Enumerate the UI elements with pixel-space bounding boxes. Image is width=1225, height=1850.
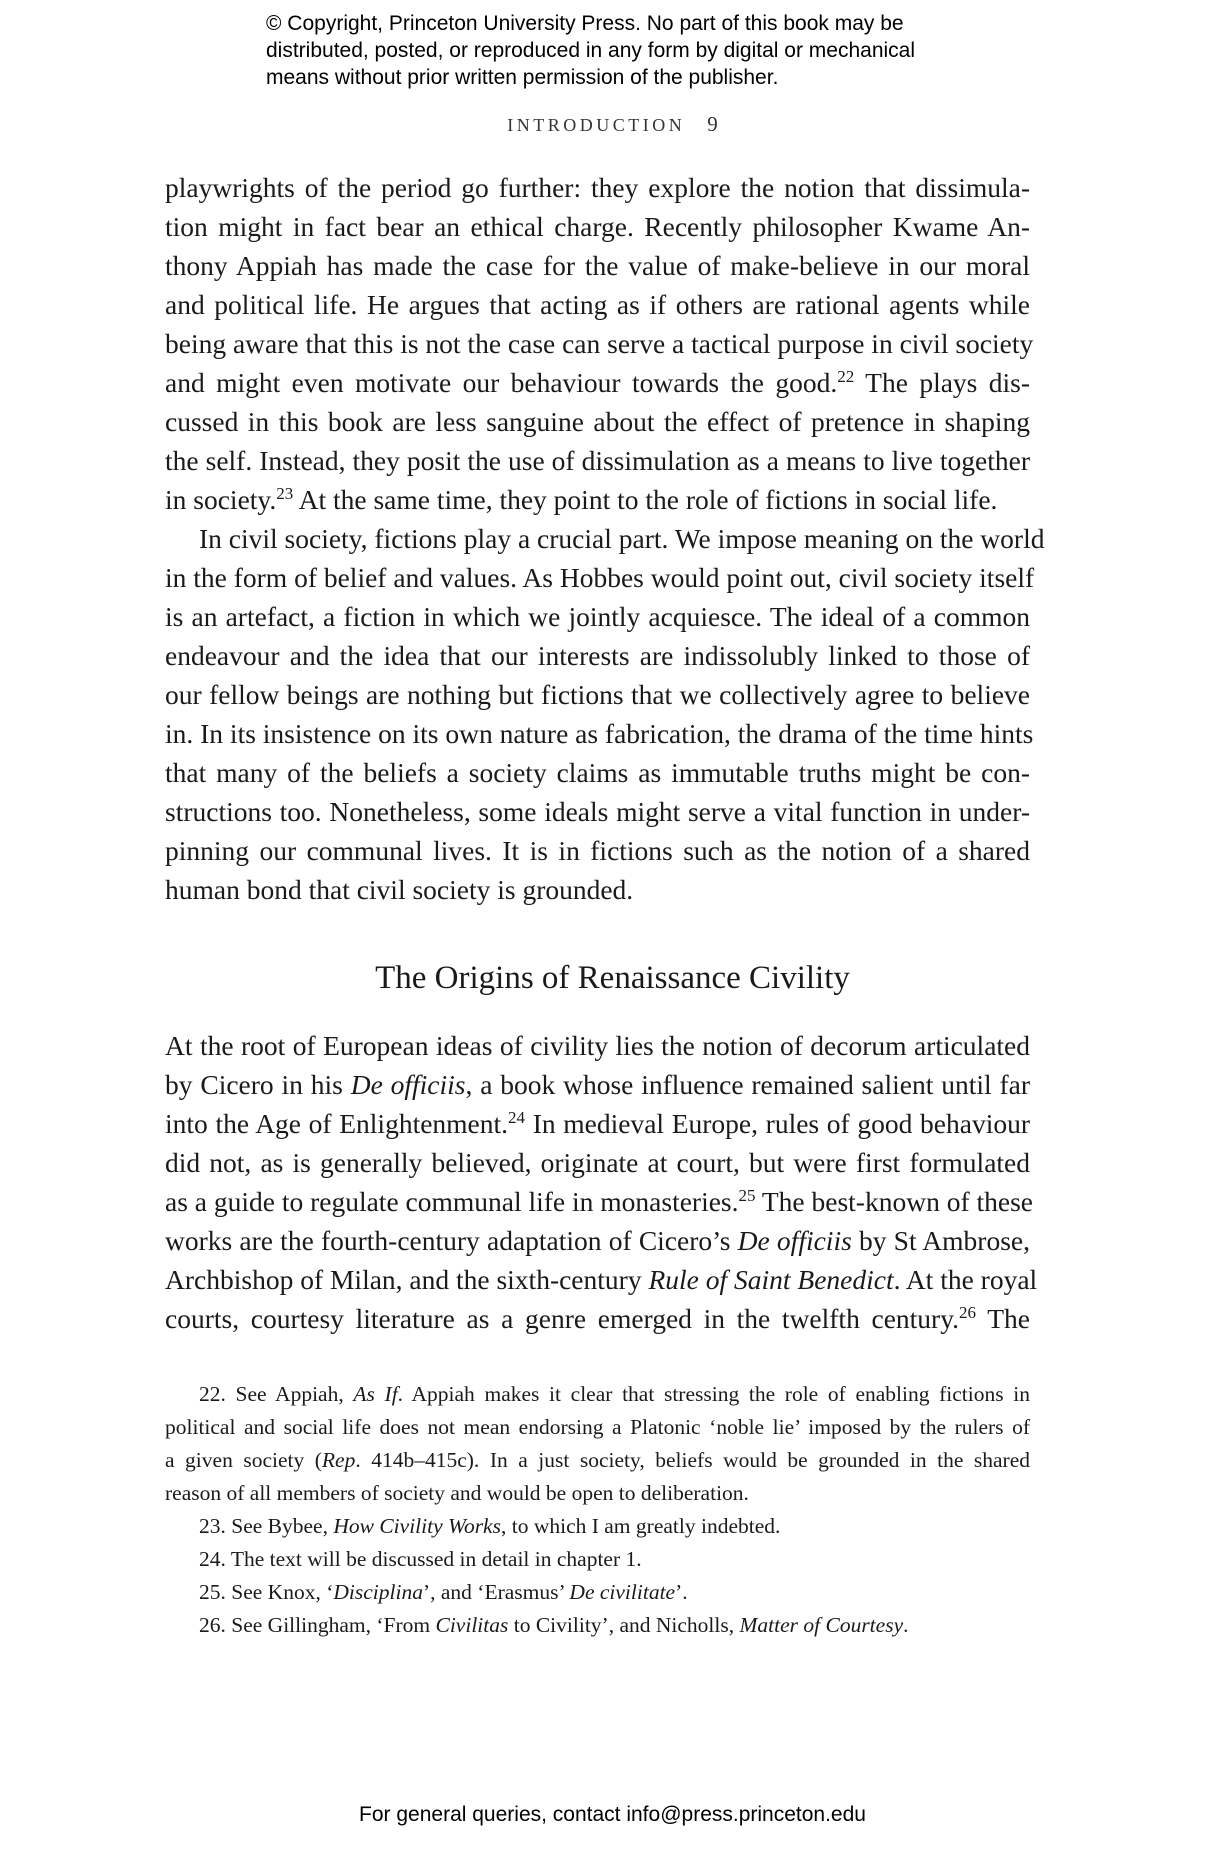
footnote-24: 24. The text will be discussed in detail in chapter 1.: [199, 1547, 642, 1571]
italic-title: Disciplina: [333, 1580, 423, 1604]
text-line: being aware that this is not the case can serve a tactical purpose in civil society: [165, 328, 1034, 359]
page-number: 9: [707, 112, 718, 136]
footnote-ref-25[interactable]: 25: [738, 1186, 756, 1205]
italic-title: How Civility Works: [333, 1514, 501, 1538]
text-run: as a guide to regulate communal life in monasteries.: [165, 1186, 739, 1217]
text-line: [165, 1221, 1030, 1260]
text-line: did not, as is generally believed, originate at court, but were first formulated: [165, 1147, 1030, 1178]
text-run: to Civility’, and Nicholls,: [508, 1613, 740, 1637]
text-run: In medieval Europe, rules of good behaviour: [525, 1108, 1030, 1139]
text-line: that many of the beliefs a society claims as immutable truths might be con-: [165, 757, 1030, 788]
text-run: At the same time, they point to the role of fictions in social life.: [293, 484, 998, 515]
paragraph-1: [165, 168, 1034, 519]
text-run: ’.: [675, 1580, 688, 1604]
copyright-line: distributed, posted, or reproduced in any form by digital or mechanical: [266, 39, 916, 62]
footnote-ref-26[interactable]: 26: [959, 1303, 977, 1322]
footnote-22: [165, 1378, 1030, 1411]
text-run: The best-known of these: [755, 1186, 1033, 1217]
text-run: Archbishop of Milan, and the sixth-century: [165, 1264, 649, 1295]
text-run: 22. See Appiah,: [199, 1382, 354, 1406]
text-run: . 414b–415c). In a just society, beliefs would be grounded in the shared: [355, 1448, 1030, 1472]
text-line: our fellow beings are nothing but fictions that we collectively agree to believe: [165, 679, 1030, 710]
paragraph-2: [165, 519, 1045, 909]
italic-title: Rep: [321, 1448, 356, 1472]
text-line: and political life. He argues that acting as if others are rational agents while: [165, 289, 1030, 320]
text-line: human bond that civil society is grounded.: [165, 874, 634, 905]
text-run: The plays dis-: [854, 367, 1030, 398]
footnote-ref-24[interactable]: 24: [508, 1108, 526, 1127]
text-run: . Appiah makes it clear that stressing the role of enabling fictions in: [397, 1382, 1030, 1406]
text-line: [165, 1260, 1038, 1299]
text-run: in society.: [165, 484, 277, 515]
text-line: [165, 1182, 1033, 1221]
italic-title: Civilitas: [435, 1613, 509, 1637]
text-line: pinning our communal lives. It is in fictions such as the notion of a shared: [165, 835, 1030, 866]
text-run: by St Ambrose,: [851, 1225, 1030, 1256]
text-line: [165, 480, 1030, 519]
text-line: [165, 1065, 1030, 1104]
italic-title: Rule of Saint Benedict: [648, 1264, 894, 1295]
text-line: endeavour and the idea that our interests are indissolubly linked to those of: [165, 640, 1030, 671]
running-head-title: INTRODUCTION: [507, 115, 686, 135]
text-line: in the form of belief and values. As Hobbes would point out, civil society itself: [165, 562, 1035, 593]
text-run: 26. See Gillingham, ‘From: [199, 1613, 436, 1637]
italic-title: De officiis: [350, 1069, 466, 1100]
text-line: is an artefact, a fiction in which we jointly acquiesce. The ideal of a common: [165, 601, 1030, 632]
text-line: thony Appiah has made the case for the value of make-believe in our moral: [165, 250, 1030, 281]
text-run: 25. See Knox, ‘: [199, 1580, 334, 1604]
italic-title: De officiis: [737, 1225, 852, 1256]
text-run: . At the royal: [893, 1264, 1038, 1295]
footnote-line: reason of all members of society and would be open to deliberation.: [165, 1481, 749, 1505]
publisher-contact-footer: For general queries, contact info@press.princeton.edu: [359, 1803, 866, 1826]
text-line: structions too. Nonetheless, some ideals might serve a vital function in under-: [165, 796, 1030, 827]
text-line: in. In its insistence on its own nature as fabrication, the drama of the time hints: [165, 718, 1034, 749]
footnote-26: [165, 1609, 1030, 1642]
text-run: 23. See Bybee,: [199, 1514, 334, 1538]
text-line: [165, 1104, 1030, 1143]
running-head: [0, 112, 1225, 137]
text-run: The: [976, 1303, 1030, 1334]
text-run: works are the fourth-century adaptation of Cicero’s: [165, 1225, 738, 1256]
footnotes: [165, 1378, 1030, 1642]
footnote-line: [165, 1444, 1030, 1477]
text-run: ’, and ‘Erasmus’: [422, 1580, 570, 1604]
text-line: [165, 363, 1030, 402]
footnote-ref-22[interactable]: 22: [837, 367, 855, 386]
copyright-line: means without prior written permission of the publisher.: [266, 66, 779, 89]
text-line: tion might in fact bear an ethical charge. Recently philosopher Kwame An-: [165, 211, 1030, 242]
copyright-line: © Copyright, Princeton University Press. No part of this book may be: [266, 12, 904, 35]
italic-title: De civilitate: [569, 1580, 676, 1604]
footnote-ref-23[interactable]: 23: [276, 484, 294, 503]
text-run: , a book whose influence remained salient until far: [465, 1069, 1030, 1100]
italic-title: Matter of Courtesy: [739, 1613, 904, 1637]
text-line: [165, 1299, 1030, 1338]
paragraph-3: [165, 1026, 1038, 1338]
footnote-line: political and social life does not mean endorsing a Platonic ‘noble lie’ imposed by the rulers of: [165, 1415, 1030, 1439]
text-run: by Cicero in his: [165, 1069, 351, 1100]
copyright-notice: [266, 10, 1026, 91]
section-heading: The Origins of Renaissance Civility: [375, 960, 850, 996]
text-run: courts, courtesy literature as a genre emerged in the twelfth century.: [165, 1303, 960, 1334]
footnote-23: [165, 1510, 1030, 1543]
text-run: , to which I am greatly indebted.: [500, 1514, 781, 1538]
text-line: At the root of European ideas of civility lies the notion of decorum articulated: [165, 1030, 1030, 1061]
text-line: In civil society, fictions play a crucial part. We impose meaning on the world: [199, 523, 1045, 554]
text-run: into the Age of Enlightenment.: [165, 1108, 509, 1139]
text-line: playwrights of the period go further: they explore the notion that dissimula-: [165, 172, 1030, 203]
text-run: .: [903, 1613, 909, 1637]
italic-title: As If: [353, 1382, 398, 1406]
footnote-25: [165, 1576, 1030, 1609]
text-run: a given society (: [165, 1448, 322, 1472]
text-line: cussed in this book are less sanguine about the effect of pretence in shaping: [165, 406, 1030, 437]
text-line: the self. Instead, they posit the use of dissimulation as a means to live together: [165, 445, 1030, 476]
text-run: and might even motivate our behaviour towards the good.: [165, 367, 838, 398]
